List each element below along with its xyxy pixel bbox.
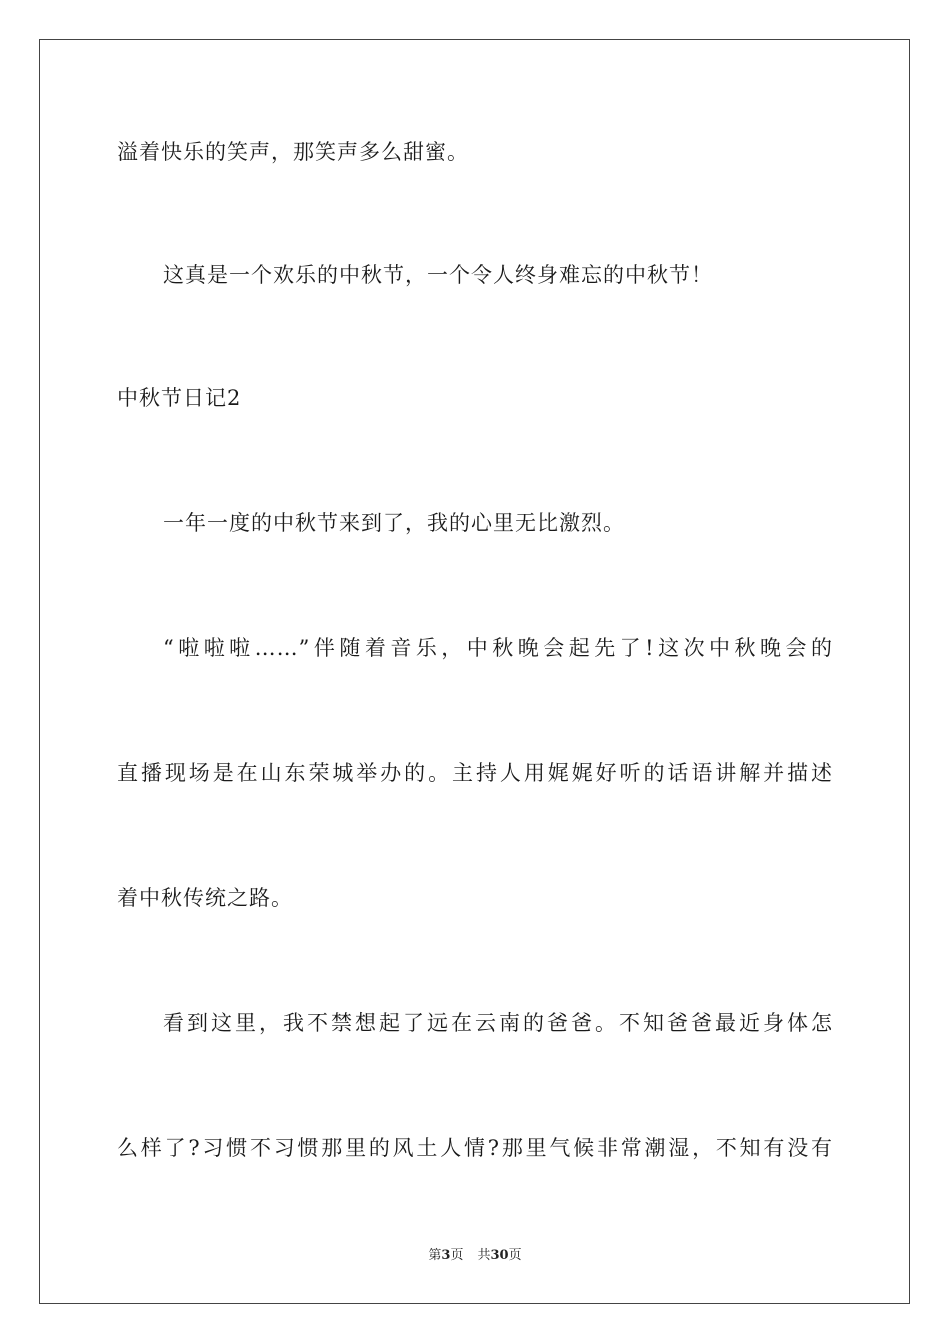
paragraph-line: 么样了?习惯不习惯那里的风土人情?那里气候非常潮湿，不知有没有 <box>117 1136 833 1160</box>
paragraph-line: 看到这里，我不禁想起了远在云南的爸爸。不知爸爸最近身体怎 <box>163 1011 833 1035</box>
paragraph-line: 溢着快乐的笑声，那笑声多么甜蜜。 <box>117 140 469 164</box>
total-prefix: 共 <box>477 1248 491 1263</box>
paragraph-line: 着中秋传统之路。 <box>117 886 293 910</box>
total-page-number: 30 <box>490 1248 509 1263</box>
paragraph-line: 一年一度的中秋节来到了，我的心里无比激烈。 <box>163 511 625 535</box>
page-footer <box>0 1247 950 1265</box>
page-border <box>39 39 910 1304</box>
paragraph-line: 直播现场是在山东荣城举办的。主持人用娓娓好听的话语讲解并描述 <box>117 761 833 785</box>
paragraph-line: 这真是一个欢乐的中秋节，一个令人终身难忘的中秋节！ <box>163 263 713 287</box>
paragraph-line: “啦啦啦……”伴随着音乐，中秋晚会起先了!这次中秋晚会的 <box>163 636 833 660</box>
total-unit: 页 <box>508 1248 522 1263</box>
current-page-number: 3 <box>441 1248 451 1263</box>
section-heading: 中秋节日记2 <box>117 386 242 410</box>
page-unit: 页 <box>450 1248 464 1263</box>
page-prefix: 第 <box>428 1248 442 1263</box>
